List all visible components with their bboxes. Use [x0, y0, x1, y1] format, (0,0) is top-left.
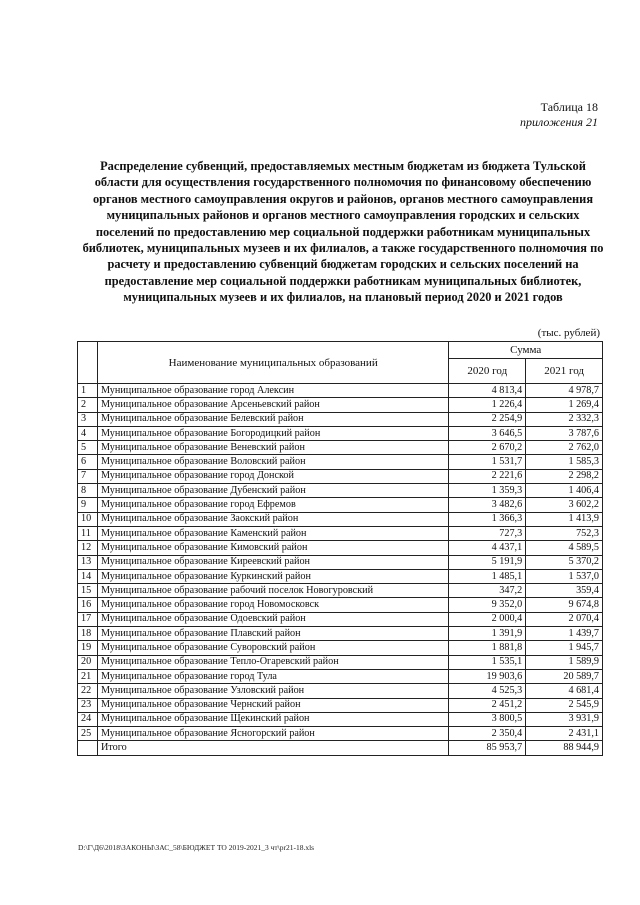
municipality-name: Муниципальное образование Узловский район — [97, 684, 448, 698]
amount-2021: 5 370,2 — [526, 555, 603, 569]
municipality-name: Муниципальное образование Дубенский район — [97, 484, 448, 498]
amount-2020: 2 451,2 — [449, 698, 526, 712]
table-row — [78, 384, 603, 398]
amount-2020: 2 221,6 — [449, 469, 526, 483]
row-number: 6 — [78, 455, 98, 469]
municipality-name: Муниципальное образование Чернский район — [97, 698, 448, 712]
row-number: 4 — [78, 426, 98, 440]
table-row — [78, 627, 603, 641]
table-row — [78, 655, 603, 669]
row-number: 23 — [78, 698, 98, 712]
table-row — [78, 455, 603, 469]
amount-2021: 1 945,7 — [526, 641, 603, 655]
row-number: 1 — [78, 384, 98, 398]
amount-2020: 4 437,1 — [449, 541, 526, 555]
row-number: 19 — [78, 641, 98, 655]
row-number: 2 — [78, 398, 98, 412]
amount-2021: 3 931,9 — [526, 712, 603, 726]
units-label: (тыс. рублей) — [537, 327, 600, 339]
total-number-cell — [78, 741, 98, 755]
table-row — [78, 612, 603, 626]
municipality-name: Муниципальное образование город Донской — [97, 469, 448, 483]
appendix-number: приложения 21 — [520, 115, 598, 129]
row-number: 7 — [78, 469, 98, 483]
municipality-name: Муниципальное образование Плавский район — [97, 627, 448, 641]
row-number: 18 — [78, 627, 98, 641]
municipality-name: Муниципальное образование город Алексин — [97, 384, 448, 398]
amount-2021: 3 787,6 — [526, 426, 603, 440]
amount-2020: 1 881,8 — [449, 641, 526, 655]
row-number: 15 — [78, 584, 98, 598]
row-number: 25 — [78, 727, 98, 741]
row-number: 10 — [78, 512, 98, 526]
row-number: 22 — [78, 684, 98, 698]
amount-2020: 2 670,2 — [449, 441, 526, 455]
amount-2020: 3 800,5 — [449, 712, 526, 726]
amount-2021: 2 431,1 — [526, 727, 603, 741]
table-number: Таблица 18 — [540, 100, 598, 114]
municipality-name: Муниципальное образование рабочий поселок Новогуровский — [97, 584, 448, 598]
amount-2021: 20 589,7 — [526, 669, 603, 683]
amount-2021: 3 602,2 — [526, 498, 603, 512]
amount-2020: 9 352,0 — [449, 598, 526, 612]
amount-2020: 2 000,4 — [449, 612, 526, 626]
table-row — [78, 712, 603, 726]
amount-2020: 4 813,4 — [449, 384, 526, 398]
table-row — [78, 641, 603, 655]
municipality-name: Муниципальное образование Заокский район — [97, 512, 448, 526]
row-number: 3 — [78, 412, 98, 426]
amount-2021: 2 298,2 — [526, 469, 603, 483]
row-number: 21 — [78, 669, 98, 683]
amount-2021: 2 762,0 — [526, 441, 603, 455]
row-number: 5 — [78, 441, 98, 455]
header-year-2021: 2021 год — [526, 359, 603, 384]
amount-2020: 2 350,4 — [449, 727, 526, 741]
amount-2020: 1 531,7 — [449, 455, 526, 469]
amount-2020: 347,2 — [449, 584, 526, 598]
amount-2020: 3 482,6 — [449, 498, 526, 512]
amount-2021: 9 674,8 — [526, 598, 603, 612]
municipality-name: Муниципальное образование Веневский район — [97, 441, 448, 455]
municipality-name: Муниципальное образование Тепло-Огаревский район — [97, 655, 448, 669]
header-year-2020: 2020 год — [449, 359, 526, 384]
amount-2021: 752,3 — [526, 526, 603, 540]
amount-2020: 4 525,3 — [449, 684, 526, 698]
amount-2020: 3 646,5 — [449, 426, 526, 440]
municipality-name: Муниципальное образование Суворовский район — [97, 641, 448, 655]
municipality-name: Муниципальное образование Ясногорский район — [97, 727, 448, 741]
municipality-name: Муниципальное образование Кимовский район — [97, 541, 448, 555]
amount-2021: 1 413,9 — [526, 512, 603, 526]
amount-2021: 1 439,7 — [526, 627, 603, 641]
table-row — [78, 584, 603, 598]
amount-2020: 19 903,6 — [449, 669, 526, 683]
total-2020: 85 953,7 — [449, 741, 526, 755]
table-row — [78, 469, 603, 483]
document-title: Распределение субвенций, предоставляемых местным бюджетам из бюджета Тульской области для осуществления государственного полномочия по финансовому обеспечению органов местного самоуправления округов и районов, органов местного самоуправления муниципальных районов и органов местного самоуправления городских и сельских поселений по предоставлению мер социальной поддержки работникам муниципальных библиотек, муниципальных музеев и их филиалов, а также государственного полномочия по расчету и предоставлению субвенций бюджетам городских и сельских поселений на предоставление мер социальной поддержки работникам муниципальных библиотек, муниципальных музеев и их филиалов, на плановый период 2020 и 2021 годов — [82, 159, 604, 305]
amount-2020: 1 359,3 — [449, 484, 526, 498]
municipality-name: Муниципальное образование Белевский район — [97, 412, 448, 426]
file-path: D:\Г\Д6\2018\ЗАКОНЫ\ЗАС_58\БЮДЖЕТ ТО 2019-2021_3 чт\pr21-18.xls — [78, 843, 315, 852]
table-row — [78, 569, 603, 583]
amount-2020: 1 391,9 — [449, 627, 526, 641]
amount-2020: 5 191,9 — [449, 555, 526, 569]
municipality-name: Муниципальное образование Куркинский район — [97, 569, 448, 583]
municipality-name: Муниципальное образование город Ефремов — [97, 498, 448, 512]
amount-2021: 4 589,5 — [526, 541, 603, 555]
row-number: 16 — [78, 598, 98, 612]
table-row — [78, 727, 603, 741]
header-number-cell — [78, 342, 98, 384]
table-row — [78, 541, 603, 555]
municipality-name: Муниципальное образование Одоевский район — [97, 612, 448, 626]
row-number: 8 — [78, 484, 98, 498]
amount-2021: 1 589,9 — [526, 655, 603, 669]
municipality-name: Муниципальное образование Воловский район — [97, 455, 448, 469]
amount-2021: 1 269,4 — [526, 398, 603, 412]
row-number: 17 — [78, 612, 98, 626]
municipality-name: Муниципальное образование Арсеньевский район — [97, 398, 448, 412]
amount-2020: 2 254,9 — [449, 412, 526, 426]
total-row — [78, 741, 603, 755]
table-row — [78, 484, 603, 498]
row-number: 20 — [78, 655, 98, 669]
subvention-table — [77, 341, 603, 756]
table-row — [78, 555, 603, 569]
total-label: Итого — [97, 741, 448, 755]
header-sum: Сумма — [449, 342, 603, 359]
amount-2021: 2 545,9 — [526, 698, 603, 712]
amount-2021: 1 585,3 — [526, 455, 603, 469]
row-number: 14 — [78, 569, 98, 583]
table-row — [78, 598, 603, 612]
table-row — [78, 684, 603, 698]
table-row — [78, 498, 603, 512]
amount-2021: 2 332,3 — [526, 412, 603, 426]
table-row — [78, 698, 603, 712]
municipality-name: Муниципальное образование Щекинский район — [97, 712, 448, 726]
amount-2021: 359,4 — [526, 584, 603, 598]
municipality-name: Муниципальное образование Богородицкий район — [97, 426, 448, 440]
table-row — [78, 412, 603, 426]
municipality-name: Муниципальное образование город Новомосковск — [97, 598, 448, 612]
municipality-name: Муниципальное образование Каменский район — [97, 526, 448, 540]
amount-2021: 4 978,7 — [526, 384, 603, 398]
table-row — [78, 398, 603, 412]
row-number: 9 — [78, 498, 98, 512]
row-number: 24 — [78, 712, 98, 726]
table-row — [78, 426, 603, 440]
municipality-name: Муниципальное образование Киреевский район — [97, 555, 448, 569]
municipality-name: Муниципальное образование город Тула — [97, 669, 448, 683]
amount-2021: 2 070,4 — [526, 612, 603, 626]
amount-2020: 1 535,1 — [449, 655, 526, 669]
amount-2021: 1 406,4 — [526, 484, 603, 498]
row-number: 12 — [78, 541, 98, 555]
amount-2020: 1 485,1 — [449, 569, 526, 583]
table-reference — [520, 100, 598, 130]
row-number: 11 — [78, 526, 98, 540]
table-row — [78, 441, 603, 455]
table-body — [78, 384, 603, 756]
table-row — [78, 526, 603, 540]
amount-2020: 1 226,4 — [449, 398, 526, 412]
table-row — [78, 512, 603, 526]
amount-2021: 1 537,0 — [526, 569, 603, 583]
amount-2021: 4 681,4 — [526, 684, 603, 698]
amount-2020: 1 366,3 — [449, 512, 526, 526]
amount-2020: 727,3 — [449, 526, 526, 540]
table-row — [78, 669, 603, 683]
header-name: Наименование муниципальных образований — [97, 342, 448, 384]
row-number: 13 — [78, 555, 98, 569]
total-2021: 88 944,9 — [526, 741, 603, 755]
